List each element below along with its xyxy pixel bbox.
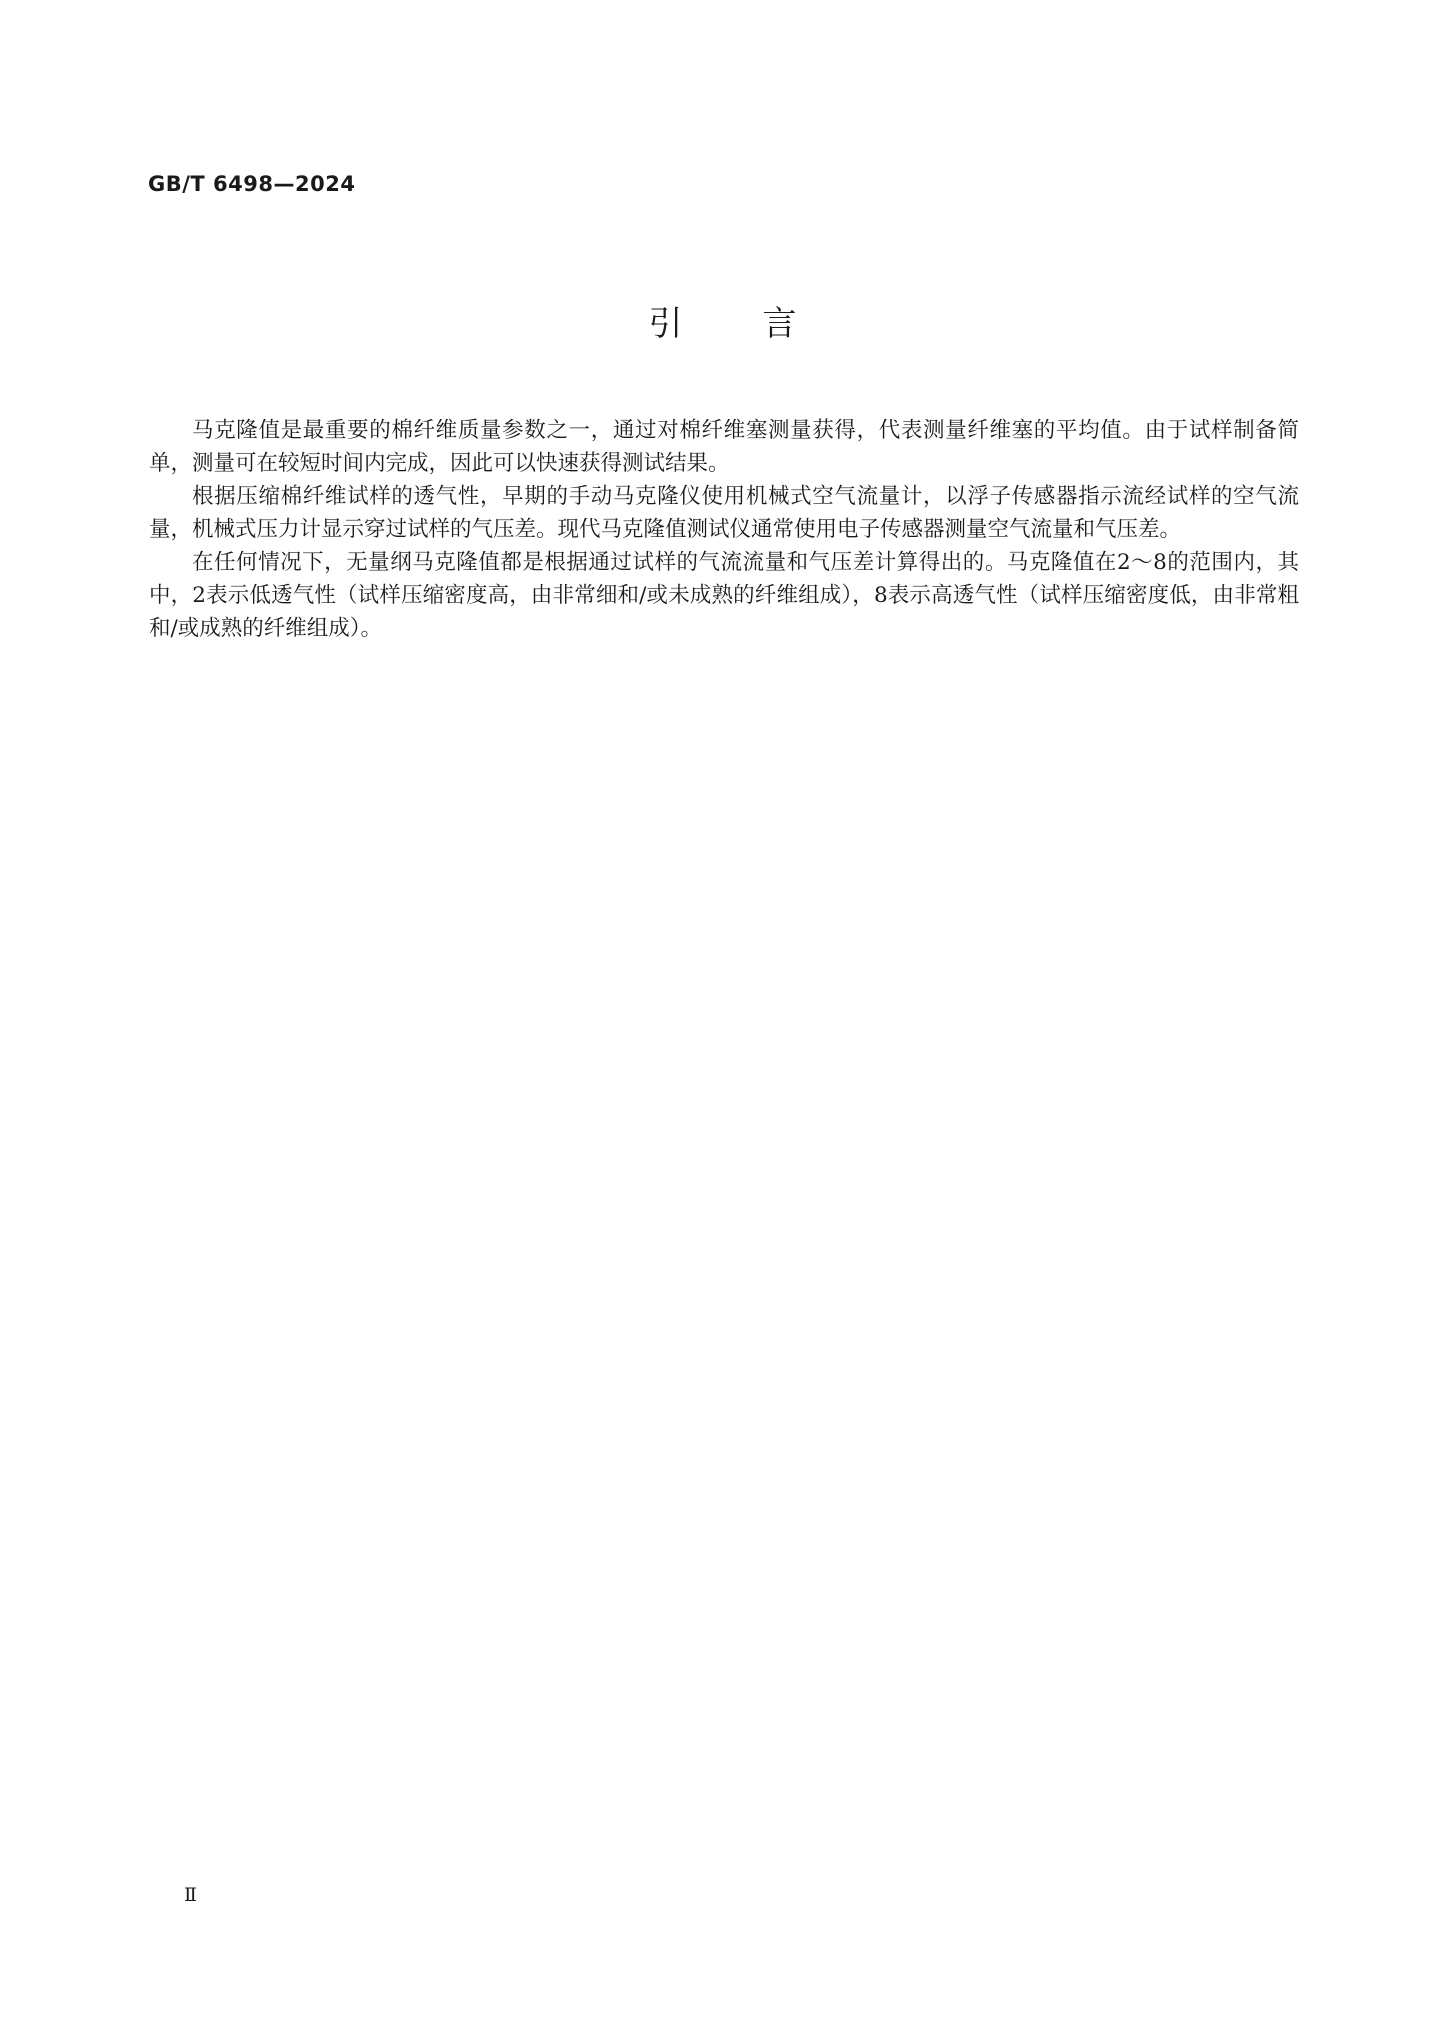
paragraph-1: 马克隆值是最重要的棉纤维质量参数之一，通过对棉纤维塞测量获得，代表测量纤维塞的平均值。由于试样制备简单，测量可在较短时间内完成，因此可以快速获得测试结果。 bbox=[149, 418, 1299, 476]
section-title: 引言 bbox=[648, 304, 877, 344]
standard-code: GB/T 6498—2024 bbox=[148, 172, 356, 196]
introduction-body bbox=[149, 414, 1299, 645]
paragraph-3: 在任何情况下，无量纲马克隆值都是根据通过试样的气流流量和气压差计算得出的。马克隆值在2～8的范围内，其中，2表示低透气性（试样压缩密度高，由非常细和/或未成熟的纤维组成），8表示高透气性（试样压缩密度低，由非常粗和/或成熟的纤维组成）。 bbox=[149, 550, 1299, 641]
paragraph-2: 根据压缩棉纤维试样的透气性，早期的手动马克隆仪使用机械式空气流量计，以浮子传感器指示流经试样的空气流量，机械式压力计显示穿过试样的气压差。现代马克隆值测试仪通常使用电子传感器测量空气流量和气压差。 bbox=[149, 484, 1299, 542]
page-number: Ⅱ bbox=[184, 1884, 196, 1906]
